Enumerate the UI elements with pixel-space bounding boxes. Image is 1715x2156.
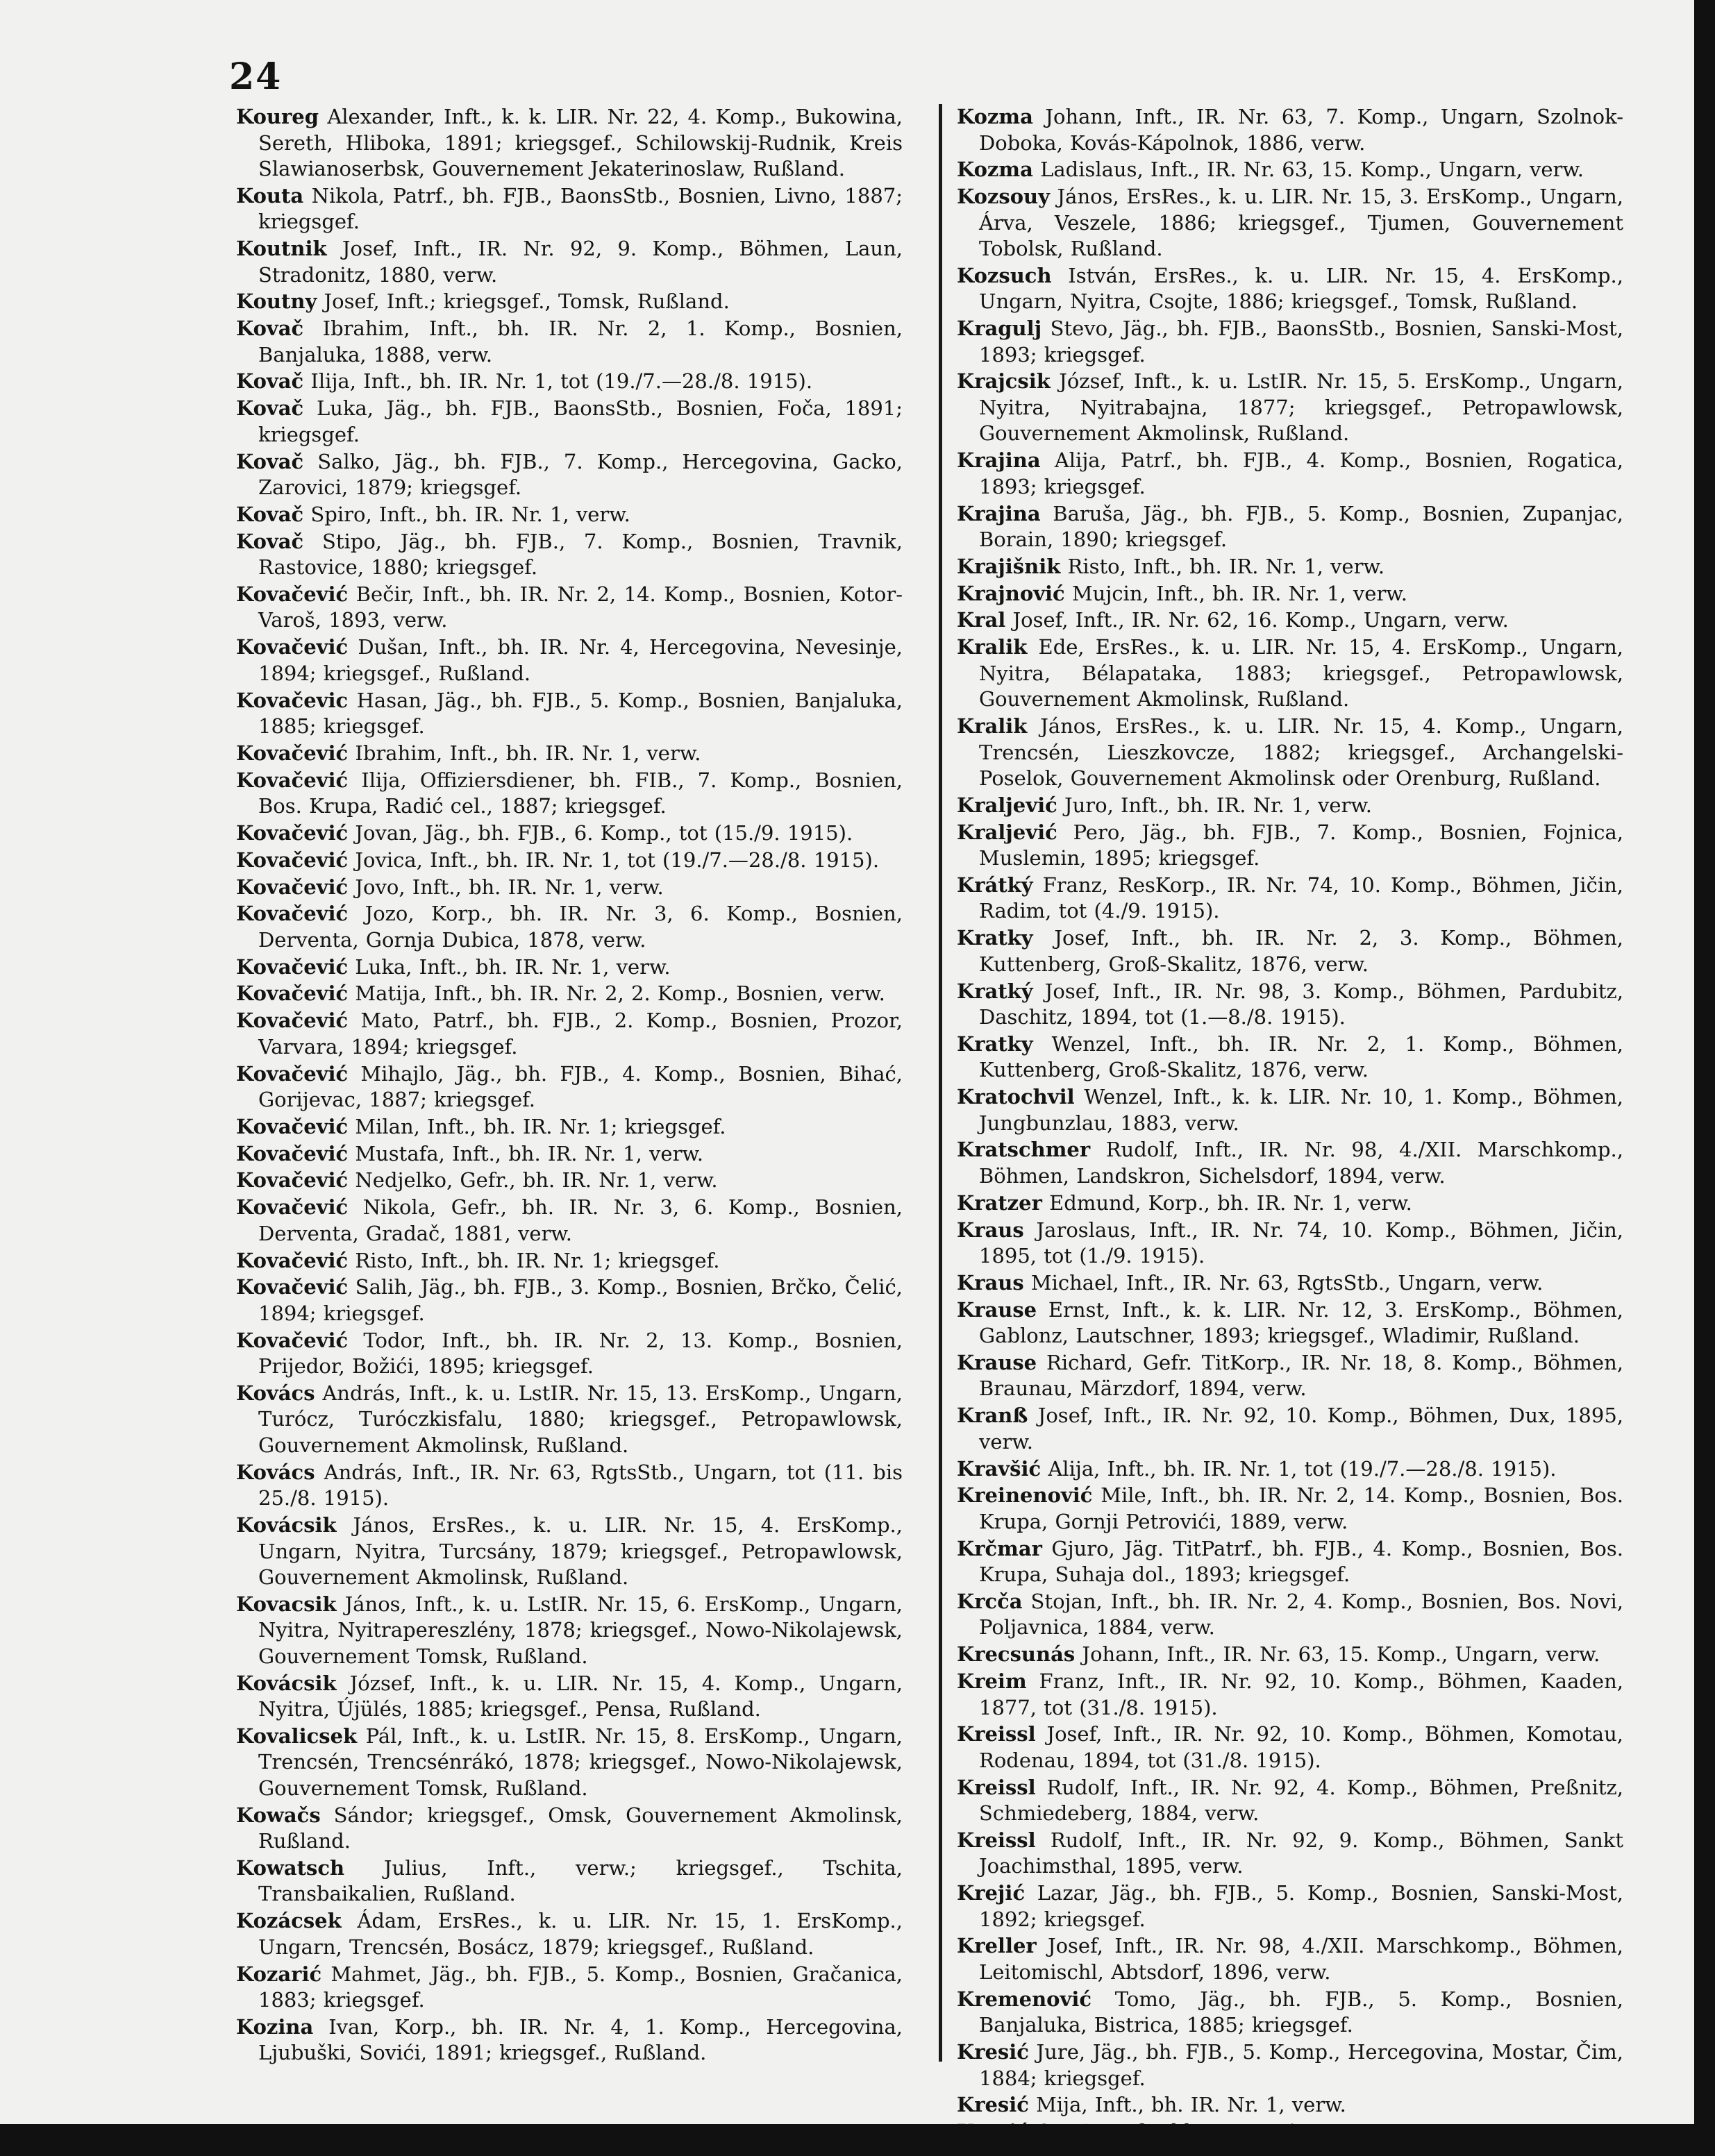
list-entry (236, 848, 903, 874)
entry-details: Jozo, Korp., bh. IR. Nr. 3, 6. Komp., Bosnien, Derventa, Gornja Dubica, 1878, verw. (258, 902, 903, 952)
list-entry (957, 1933, 1623, 1985)
entry-details: Franz, ResKorp., IR. Nr. 74, 10. Komp., Böhmen, Jičin, Radim, tot (4./9. 1915). (979, 873, 1623, 923)
entry-surname: Krátký (957, 873, 1033, 897)
list-entry (957, 157, 1623, 183)
entry-surname: Kralik (957, 635, 1028, 659)
entry-details: Alija, Patrf., bh. FJB., 4. Komp., Bosnien, Rogatica, 1893; kriegsgef. (979, 448, 1623, 498)
entry-surname: Kratzer (957, 1190, 1042, 1215)
entry-surname: Kraljević (957, 793, 1057, 817)
entry-surname: Kovač (236, 396, 304, 421)
entry-surname: Kovačević (236, 820, 349, 845)
list-entry (236, 1724, 903, 1802)
entry-details: Mato, Patrf., bh. FJB., 2. Komp., Bosnien, Prozor, Varvara, 1894; kriegsgef. (258, 1009, 903, 1059)
entry-details: Rudolf, Inft., IR. Nr. 92, 9. Komp., Böhmen, Sankt Joachimsthal, 1895, verw. (979, 1828, 1623, 1878)
entry-details: Stojan, Inft., bh. IR. Nr. 2, 4. Komp., Bosnien, Bos. Novi, Poljavnica, 1884, verw. (979, 1589, 1623, 1640)
entry-surname: Kovačević (236, 1141, 349, 1165)
entry-surname: Koutny (236, 289, 317, 314)
entry-details: Mahmet, Jäg., bh. FJB., 5. Komp., Bosnien, Gračanica, 1883; kriegsgef. (258, 1962, 903, 2012)
list-entry (957, 1270, 1623, 1297)
list-entry (236, 236, 903, 288)
entry-surname: Kratký (957, 979, 1033, 1003)
entry-details: Luka, Jäg., bh. FJB., BaonsStb., Bosnien, Foča, 1891; kriegsgef. (258, 396, 903, 446)
entry-details: Lazar, Jäg., bh. FJB., 5. Komp., Bosnien, Sanski-Most, 1892; kriegsgef. (979, 1881, 1623, 1931)
list-entry (236, 396, 903, 448)
list-entry (957, 1987, 1623, 2039)
entry-details: Todor, Inft., bh. IR. Nr. 2, 13. Komp., Bosnien, Prijedor, Božići, 1895; kriegsgef. (258, 1328, 903, 1379)
entry-surname: Kovač (236, 529, 304, 553)
entry-surname: Kratschmer (957, 1138, 1091, 1162)
list-entry (957, 1084, 1623, 1136)
entry-details: Nikola, Gefr., bh. IR. Nr. 3, 6. Komp., Bosnien, Derventa, Gradač, 1881, verw. (258, 1195, 903, 1245)
list-entry (236, 529, 903, 581)
entry-details: Franz, Inft., IR. Nr. 92, 10. Komp., Böhmen, Kaaden, 1877, tot (31./8. 1915). (979, 1669, 1623, 1719)
entry-details: Ede, ErsRes., k. u. LIR. Nr. 15, 4. ErsKomp., Ungarn, Nyitra, Bélapataka, 1883; kriegsgef., Petropawlowsk, Gouvernement Akmolinsk, Rußland. (979, 635, 1623, 711)
list-entry (957, 1721, 1623, 1774)
entry-details: Wenzel, Inft., bh. IR. Nr. 2, 1. Komp., Böhmen, Kuttenberg, Groß-Skalitz, 1876, verw. (979, 1031, 1623, 1082)
entry-surname: Kovačević (236, 582, 349, 606)
list-entry (236, 1274, 903, 1327)
entry-surname: Kozsouy (957, 185, 1050, 209)
list-entry (236, 1328, 903, 1380)
list-entry (957, 369, 1623, 447)
entry-details: Alija, Inft., bh. IR. Nr. 1, tot (19./7.—28./8. 1915). (1041, 1456, 1557, 1481)
list-entry (957, 263, 1623, 315)
entry-details: Rudolf, Inft., IR. Nr. 98, 4./XII. Marschkomp., Böhmen, Landskron, Sichelsdorf, 1894, verw. (979, 1138, 1623, 1188)
entry-surname: Krcča (957, 1589, 1023, 1613)
entry-surname: Kovačević (236, 848, 349, 872)
entry-surname: Kreim (957, 1669, 1027, 1693)
entry-surname: Kovačević (236, 768, 349, 792)
entry-details: Julius, Inft., verw.; kriegsgef., Tschita, Transbaikalien, Rußland. (258, 1855, 903, 1906)
list-entry (957, 1031, 1623, 1084)
entry-surname: Kreissl (957, 1775, 1036, 1799)
list-entry (236, 981, 903, 1007)
list-entry (236, 1168, 903, 1194)
list-entry (236, 1855, 903, 1907)
entry-details: Ibrahim, Inft., bh. IR. Nr. 2, 1. Komp., Bosnien, Banjaluka, 1888, verw. (258, 317, 903, 367)
entry-surname: Kovácsik (236, 1671, 337, 1695)
list-entry (957, 1775, 1623, 1827)
entry-details: Josef, Inft., IR. Nr. 98, 4./XII. Marschkomp., Böhmen, Leitomischl, Abtsdorf, 1896, verw. (979, 1934, 1623, 1984)
column-divider (939, 104, 942, 2062)
list-entry (957, 793, 1623, 819)
list-entry (957, 1536, 1623, 1588)
entry-surname: Kovač (236, 502, 304, 526)
list-entry (957, 2092, 1623, 2119)
list-entry (957, 448, 1623, 500)
list-entry (236, 901, 903, 953)
entry-details: Josef, Inft., IR. Nr. 62, 16. Komp., Ungarn, verw. (1005, 608, 1509, 632)
entry-surname: Kralik (957, 714, 1028, 739)
entry-surname: Kreinenović (957, 1483, 1093, 1508)
entry-details: Jovica, Inft., bh. IR. Nr. 1, tot (19./7.—28./8. 1915). (348, 848, 880, 872)
entry-details: András, Inft., k. u. LstIR. Nr. 15, 13. ErsKomp., Ungarn, Turócz, Turóczkisfalu, 1880; kriegsgef., Petropawlowsk, Gouvernement Akmolinsk, Rußland. (258, 1381, 903, 1457)
entry-details: Nedjelko, Gefr., bh. IR. Nr. 1, verw. (348, 1168, 718, 1193)
entry-surname: Koutnik (236, 237, 327, 261)
list-entry (957, 634, 1623, 713)
entry-surname: Krajišnik (957, 554, 1061, 578)
entry-surname: Kratky (957, 926, 1033, 950)
list-entry (236, 449, 903, 501)
entry-surname: Kovalicsek (236, 1724, 358, 1748)
entry-surname: Kovácsik (236, 1513, 337, 1537)
list-entry (957, 979, 1623, 1031)
entry-details: János, ErsRes., k. u. LIR. Nr. 15, 3. ErsKomp., Ungarn, Árva, Veszele, 1886; kriegsgef., Tjumen, Gouvernement Tobolsk, Rußland. (979, 185, 1623, 261)
entry-surname: Krause (957, 1297, 1037, 1322)
list-entry (236, 1803, 903, 1855)
list-entry (957, 2039, 1623, 2091)
list-entry (957, 501, 1623, 553)
entry-surname: Kovačević (236, 1168, 349, 1193)
entry-details: Pero, Jäg., bh. FJB., 7. Komp., Bosnien, Fojnica, Muslemin, 1895; kriegsgef. (979, 820, 1623, 870)
entry-details: Edmund, Korp., bh. IR. Nr. 1, verw. (1041, 1190, 1412, 1215)
entry-details: Mija, Inft., bh. IR. Nr. 1, verw. (1028, 2093, 1346, 2117)
entry-details: Ladislaus, Inft., IR. Nr. 63, 15. Komp., Ungarn, verw. (1032, 158, 1584, 182)
entry-surname: Kowačs (236, 1803, 321, 1827)
entry-surname: Kowatsch (236, 1855, 345, 1880)
entry-surname: Kraus (957, 1270, 1024, 1295)
entry-details: Johann, Inft., IR. Nr. 63, 15. Komp., Ungarn, verw. (1075, 1642, 1600, 1667)
entry-details: Michael, Inft., IR. Nr. 63, RgtsStb., Ungarn, verw. (1023, 1270, 1543, 1295)
entry-details: Mustafa, Inft., bh. IR. Nr. 1, verw. (348, 1141, 704, 1165)
entry-surname: Krause (957, 1350, 1037, 1374)
entry-details: Tomo, Jäg., bh. FJB., 5. Komp., Bosnien, Banjaluka, Bistrica, 1885; kriegsgef. (979, 1987, 1623, 2037)
entry-details: Nikola, Patrf., bh. FJB., BaonsStb., Bosnien, Livno, 1887; kriegsgef. (258, 183, 903, 234)
entry-surname: Kovačević (236, 1195, 349, 1220)
list-entry (236, 954, 903, 981)
entry-details: Josef, Inft., IR. Nr. 92, 9. Komp., Böhmen, Laun, Stradonitz, 1880, verw. (258, 237, 903, 287)
entry-surname: Kraus (957, 1218, 1024, 1242)
list-entry (236, 634, 903, 687)
list-entry (236, 688, 903, 740)
entry-details: Johann, Inft., IR. Nr. 63, 7. Komp., Ungarn, Szolnok-Doboka, Kovás-Kápolnok, 1886, verw. (979, 105, 1623, 155)
entry-surname: Kratky (957, 1031, 1033, 1056)
entry-surname: Kozma (957, 105, 1033, 128)
list-entry (957, 104, 1623, 156)
list-entry (236, 1460, 903, 1512)
scan-edge-bottom (0, 2124, 1715, 2156)
entry-details: Josef, Inft., IR. Nr. 98, 3. Komp., Böhmen, Pardubitz, Daschitz, 1894, tot (1.—8./8. 1915). (979, 979, 1623, 1029)
entry-details: Wenzel, Inft., k. k. LIR. Nr. 10, 1. Komp., Böhmen, Jungbunzlau, 1883, verw. (979, 1085, 1623, 1135)
entry-details: Ivan, Korp., bh. IR. Nr. 4, 1. Komp., Hercegovina, Ljubuški, Sovići, 1891; kriegsgef., Rußland. (258, 2014, 903, 2065)
entry-details: Stevo, Jäg., bh. FJB., BaonsStb., Bosnien, Sanski-Most, 1893; kriegsgef. (979, 317, 1623, 367)
entry-details: Mujcin, Inft., bh. IR. Nr. 1, verw. (1064, 581, 1407, 605)
list-entry (236, 502, 903, 528)
list-entry (236, 289, 903, 315)
entry-details: Milan, Inft., bh. IR. Nr. 1; kriegsgef. (348, 1114, 726, 1138)
entry-details: Stipo, Jäg., bh. FJB., 7. Komp., Bosnien, Travnik, Rastovice, 1880; kriegsgef. (258, 529, 903, 580)
entry-surname: Kovacsik (236, 1592, 337, 1616)
entry-surname: Kozina (236, 2014, 314, 2039)
entry-surname: Krejić (957, 1881, 1026, 1905)
list-entry (236, 1248, 903, 1274)
entry-surname: Kreissl (957, 1722, 1036, 1746)
list-entry (957, 581, 1623, 607)
entry-surname: Kovač (236, 369, 304, 394)
list-entry (957, 1483, 1623, 1535)
entry-surname: Kratochvil (957, 1085, 1075, 1109)
entry-details: András, Inft., IR. Nr. 63, RgtsStb., Ungarn, tot (11. bis 25./8. 1915). (258, 1460, 903, 1510)
list-entry (957, 714, 1623, 792)
list-entry (957, 1828, 1623, 1880)
entry-surname: Kozma (957, 158, 1033, 182)
list-entry (236, 820, 903, 847)
list-entry (236, 316, 903, 368)
entry-details: Sándor; kriegsgef., Omsk, Gouvernement Akmolinsk, Rußland. (258, 1803, 903, 1853)
entry-surname: Kovačević (236, 1248, 349, 1272)
list-entry (957, 1137, 1623, 1189)
list-entry (957, 1456, 1623, 1483)
entry-surname: Kral (957, 608, 1006, 632)
entry-surname: Kovačević (236, 1114, 349, 1138)
entry-details: Salko, Jäg., bh. FJB., 7. Komp., Hercegovina, Gacko, Zarovici, 1879; kriegsgef. (258, 449, 903, 500)
entry-surname: Kranß (957, 1404, 1028, 1428)
entry-details: József, Inft., k. u. LIR. Nr. 15, 4. Komp., Ungarn, Nyitra, Újülés, 1885; kriegsgef., Pensa, Rußland. (258, 1671, 903, 1721)
list-entry (957, 1350, 1623, 1402)
list-entry (957, 184, 1623, 262)
entry-surname: Kovačević (236, 1009, 349, 1033)
entry-surname: Kovačević (236, 954, 349, 979)
entry-details: Gjuro, Jäg. TitPatrf., bh. FJB., 4. Komp., Bosnien, Bos. Krupa, Suhaja dol., 1893; kriegsgef. (979, 1536, 1623, 1587)
entry-details: Jovo, Inft., bh. IR. Nr. 1, verw. (348, 875, 664, 899)
entry-details: Matija, Inft., bh. IR. Nr. 2, 2. Komp., Bosnien, verw. (348, 982, 885, 1006)
entry-details: István, ErsRes., k. u. LIR. Nr. 15, 4. ErsKomp., Ungarn, Nyitra, Csojte, 1886; kriegsgef., Tomsk, Rußland. (979, 263, 1623, 314)
entry-surname: Krajcsik (957, 369, 1051, 394)
entry-surname: Kozsuch (957, 263, 1052, 287)
entry-details: Risto, Inft., bh. IR. Nr. 1; kriegsgef. (348, 1248, 720, 1272)
list-entry (236, 1195, 903, 1247)
entry-surname: Kovač (236, 449, 304, 473)
list-entry (236, 369, 903, 395)
list-entry (957, 316, 1623, 368)
entry-details: Josef, Inft.; kriegsgef., Tomsk, Rußland. (317, 289, 730, 314)
entry-details: Spiro, Inft., bh. IR. Nr. 1, verw. (303, 502, 630, 526)
entry-surname: Kovačević (236, 741, 349, 765)
entry-details: Ibrahim, Inft., bh. IR. Nr. 1, verw. (348, 741, 701, 765)
entry-details: Alexander, Inft., k. k. LIR. Nr. 22, 4. Komp., Bukowina, Sereth, Hliboka, 1891; kriegsgef., Schilowskij-Rudnik, Kreis Slawianoserbsk, Gouvernement Jekaterinoslaw, Rußland. (258, 105, 903, 180)
list-entry (957, 1589, 1623, 1641)
list-entry (236, 1061, 903, 1113)
entry-details: Jure, Jäg., bh. FJB., 5. Komp., Hercegovina, Mostar, Čim, 1884; kriegsgef. (979, 2040, 1623, 2090)
list-entry (236, 1141, 903, 1168)
entry-surname: Kovács (236, 1381, 315, 1405)
entry-details: Ernst, Inft., k. k. LIR. Nr. 12, 3. ErsKomp., Böhmen, Gablonz, Lautschner, 1893; kriegsgef., Wladimir, Rußland. (979, 1297, 1623, 1348)
list-entry (236, 741, 903, 767)
entry-surname: Kovács (236, 1460, 315, 1484)
entry-details: Richard, Gefr. TitKorp., IR. Nr. 18, 8. Komp., Böhmen, Braunau, Märzdorf, 1894, verw. (979, 1350, 1623, 1401)
entry-details: János, ErsRes., k. u. LIR. Nr. 15, 4. ErsKomp., Ungarn, Nyitra, Turcsány, 1879; kriegsgef., Petropawlowsk, Gouvernement Akmolinsk, Rußland. (258, 1513, 903, 1589)
page-number: 24 (229, 56, 283, 98)
entry-surname: Kresić (957, 2093, 1029, 2117)
entry-details: Josef, Inft., bh. IR. Nr. 2, 3. Komp., Böhmen, Kuttenberg, Groß-Skalitz, 1876, verw. (979, 926, 1623, 976)
list-entry (957, 1880, 1623, 1932)
entry-surname: Kovačević (236, 1328, 349, 1352)
entry-details: Bečir, Inft., bh. IR. Nr. 2, 14. Komp., Bosnien, Kotor-Varoš, 1893, verw. (258, 582, 903, 632)
list-entry (957, 873, 1623, 925)
entry-details: Juro, Inft., bh. IR. Nr. 1, verw. (1057, 793, 1373, 817)
entry-surname: Krajina (957, 448, 1041, 473)
entry-details: Rudolf, Inft., IR. Nr. 92, 4. Komp., Böhmen, Preßnitz, Schmiedeberg, 1884, verw. (979, 1775, 1623, 1826)
entry-surname: Krecsunás (957, 1642, 1076, 1667)
list-entry (236, 1381, 903, 1459)
list-entry (236, 1908, 903, 1960)
entry-details: József, Inft., k. u. LstIR. Nr. 15, 5. ErsKomp., Ungarn, Nyitra, Nyitrabajna, 1877; kriegsgef., Petropawlowsk, Gouvernement Akmolinsk, Rußland. (979, 369, 1623, 446)
entry-details: Josef, Inft., IR. Nr. 92, 10. Komp., Böhmen, Dux, 1895, verw. (979, 1404, 1623, 1454)
list-entry (957, 1642, 1623, 1668)
entry-details: Salih, Jäg., bh. FJB., 3. Komp., Bosnien, Brčko, Čelić, 1894; kriegsgef. (258, 1275, 903, 1325)
entry-surname: Kovačevic (236, 688, 349, 712)
entry-details: János, Inft., k. u. LstIR. Nr. 15, 6. ErsKomp., Ungarn, Nyitra, Nyitrapereszlény, 1878; kriegsgef., Nowo-Nikolajewsk, Gouvernement Tomsk, Rußland. (258, 1592, 903, 1668)
entry-surname: Kraljević (957, 820, 1057, 844)
list-entry (236, 1513, 903, 1591)
list-entry (957, 554, 1623, 580)
entry-details: Pál, Inft., k. u. LstIR. Nr. 15, 8. ErsKomp., Ungarn, Trencsén, Trencsénrákó, 1878; kriegsgef., Nowo-Nikolajewsk, Gouvernement Tomsk, Rußland. (258, 1724, 903, 1800)
entry-surname: Kresić (957, 2040, 1029, 2064)
entry-surname: Kravšić (957, 1456, 1041, 1481)
list-entry (957, 1218, 1623, 1270)
entry-surname: Kovačević (236, 902, 349, 926)
list-entry (957, 1669, 1623, 1721)
entry-surname: Krčmar (957, 1536, 1042, 1560)
list-entry (957, 820, 1623, 872)
list-entry (236, 1592, 903, 1670)
list-entry (236, 1114, 903, 1140)
entry-surname: Kovačević (236, 1275, 349, 1299)
entry-surname: Krajina (957, 501, 1041, 525)
entry-surname: Kragulj (957, 317, 1042, 341)
entry-surname: Kovačević (236, 1061, 349, 1086)
entry-details: Ilija, Offiziersdiener, bh. FIB., 7. Komp., Bosnien, Bos. Krupa, Radić cel., 1887; kriegsgef. (258, 768, 903, 818)
entry-surname: Krajnović (957, 581, 1065, 605)
entry-surname: Kovač (236, 317, 304, 341)
entry-details: Mihajlo, Jäg., bh. FJB., 4. Komp., Bosnien, Bihać, Gorijevac, 1887; kriegsgef. (258, 1061, 903, 1112)
entry-details: Jaroslaus, Inft., IR. Nr. 74, 10. Komp., Böhmen, Jičin, 1895, tot (1./9. 1915). (979, 1218, 1623, 1268)
entry-details: János, ErsRes., k. u. LIR. Nr. 15, 4. Komp., Ungarn, Trencsén, Lieszkovcze, 1882; kriegsgef., Archangelski-Poselok, Gouvernement Akmolinsk oder Orenburg, Rußland. (979, 714, 1623, 791)
entry-details: Ilija, Inft., bh. IR. Nr. 1, tot (19./7.—28./8. 1915). (303, 369, 813, 394)
entry-surname: Kreissl (957, 1828, 1036, 1852)
list-entry (236, 875, 903, 901)
entry-surname: Kovačević (236, 635, 349, 659)
entry-details: Mile, Inft., bh. IR. Nr. 2, 14. Komp., Bosnien, Bos. Krupa, Gornji Petrovići, 1889, verw. (979, 1483, 1623, 1533)
list-entry (236, 183, 903, 235)
list-entry (957, 1190, 1623, 1217)
entry-surname: Kovačević (236, 875, 349, 899)
list-entry (236, 1008, 903, 1060)
entry-details: Baruša, Jäg., bh. FJB., 5. Komp., Bosnien, Zupanjac, Borain, 1890; kriegsgef. (979, 501, 1623, 552)
right-column (957, 104, 1623, 2117)
list-entry (957, 925, 1623, 977)
entry-details: Ádam, ErsRes., k. u. LIR. Nr. 15, 1. ErsKomp., Ungarn, Trencsén, Bosácz, 1879; kriegsgef., Rußland. (258, 1909, 903, 1959)
list-entry (236, 1962, 903, 2014)
entry-surname: Kovačević (236, 982, 349, 1006)
list-entry (957, 1297, 1623, 1349)
entry-surname: Kozácsek (236, 1909, 342, 1933)
entry-details: Josef, Inft., IR. Nr. 92, 10. Komp., Böhmen, Komotau, Rodenau, 1894, tot (31./8. 1915). (979, 1722, 1623, 1772)
entry-details: Dušan, Inft., bh. IR. Nr. 4, Hercegovina, Nevesinje, 1894; kriegsgef., Rußland. (258, 635, 903, 685)
entry-surname: Kreller (957, 1934, 1037, 1958)
entry-surname: Koureg (236, 105, 319, 128)
entry-details: Luka, Inft., bh. IR. Nr. 1, verw. (348, 954, 671, 979)
entry-details: Risto, Inft., bh. IR. Nr. 1, verw. (1060, 554, 1385, 578)
entry-details: Jovan, Jäg., bh. FJB., 6. Komp., tot (15./9. 1915). (348, 820, 853, 845)
scan-edge-right (1694, 0, 1715, 2156)
list-entry (236, 1671, 903, 1723)
list-entry (957, 607, 1623, 634)
list-entry (236, 768, 903, 820)
entry-details: Hasan, Jäg., bh. FJB., 5. Komp., Bosnien, Banjaluka, 1885; kriegsgef. (258, 688, 903, 739)
list-entry (236, 104, 903, 183)
entry-surname: Kouta (236, 183, 304, 208)
list-entry (957, 1403, 1623, 1455)
list-entry (236, 2014, 903, 2066)
entry-surname: Kremenović (957, 1987, 1092, 2011)
list-entry (236, 582, 903, 634)
entry-surname: Kozarić (236, 1962, 322, 1986)
left-column (236, 104, 903, 2069)
